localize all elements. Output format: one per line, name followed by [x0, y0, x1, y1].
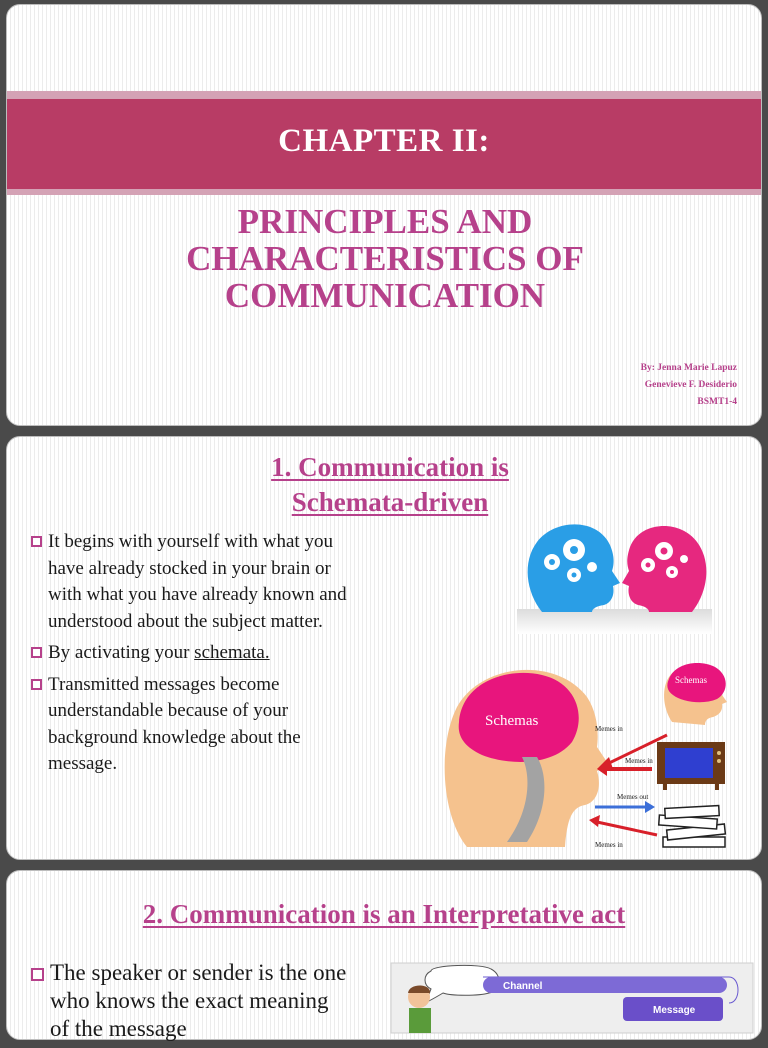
bullet-text: The speaker or sender is the one who knows the exact meaning of the message	[50, 960, 347, 1041]
title-slide	[6, 4, 762, 426]
communication-channel-diagram	[391, 963, 755, 1033]
bullet-item	[31, 529, 351, 635]
memes-in-label: Memes in	[625, 757, 653, 765]
pink-head-icon	[622, 526, 706, 612]
checkbox-bullet-icon	[31, 968, 44, 981]
bullet-item	[31, 640, 351, 667]
checkbox-bullet-icon	[31, 536, 42, 547]
bullet-text: By activating your	[48, 642, 195, 663]
title-line: CHARACTERISTICS OF	[186, 239, 584, 278]
underlined-term: schemata.	[194, 642, 270, 663]
memes-in-label: Memes in	[595, 725, 623, 733]
author-1: By: Jenna Marie Lapuz	[640, 363, 737, 373]
title-line: COMMUNICATION	[224, 276, 546, 315]
slide-title-line: 1. Communication is	[271, 452, 509, 482]
title-line: PRINCIPLES AND	[237, 202, 533, 241]
memes-out-arrow	[595, 801, 655, 813]
large-brain-label: Schemas	[485, 713, 539, 729]
message-label: Message	[653, 1005, 696, 1016]
small-brain-label: Schemas	[675, 675, 707, 685]
bullet-text: It begins with yourself with what you have already stocked in your brain or with what you have already known and understood about the subject matter.	[48, 531, 347, 632]
bullet-list	[31, 529, 351, 783]
two-heads-gears-image	[512, 517, 722, 637]
slide-title: 2. Communication is an Interpretative act	[142, 899, 626, 929]
main-title	[97, 203, 673, 314]
bullet-text: Transmitted messages become understandable because of your background knowledge about the message.	[48, 673, 301, 774]
section-label: BSMT1-4	[697, 397, 737, 407]
bullet-item	[31, 959, 351, 1043]
memes-in-arrow-3	[589, 815, 657, 835]
bullet-item	[31, 672, 351, 778]
memes-out-label: Memes out	[617, 793, 649, 801]
chapter-heading: CHAPTER II:	[278, 123, 490, 159]
interpretative-slide	[6, 870, 762, 1040]
author-2: Genevieve F. Desiderio	[644, 380, 737, 390]
bullet-list	[31, 959, 351, 1048]
television-icon	[657, 742, 725, 790]
checkbox-bullet-icon	[31, 679, 42, 690]
schemas-memes-diagram	[437, 647, 747, 857]
checkbox-bullet-icon	[31, 647, 42, 658]
author-byline	[641, 360, 737, 411]
slide-title	[207, 450, 573, 520]
channel-label: Channel	[503, 981, 543, 992]
books-icon	[659, 806, 726, 847]
slide-title-line: Schemata-driven	[291, 487, 489, 517]
schemata-slide	[6, 436, 762, 860]
memes-in-label: Memes in	[595, 841, 623, 849]
